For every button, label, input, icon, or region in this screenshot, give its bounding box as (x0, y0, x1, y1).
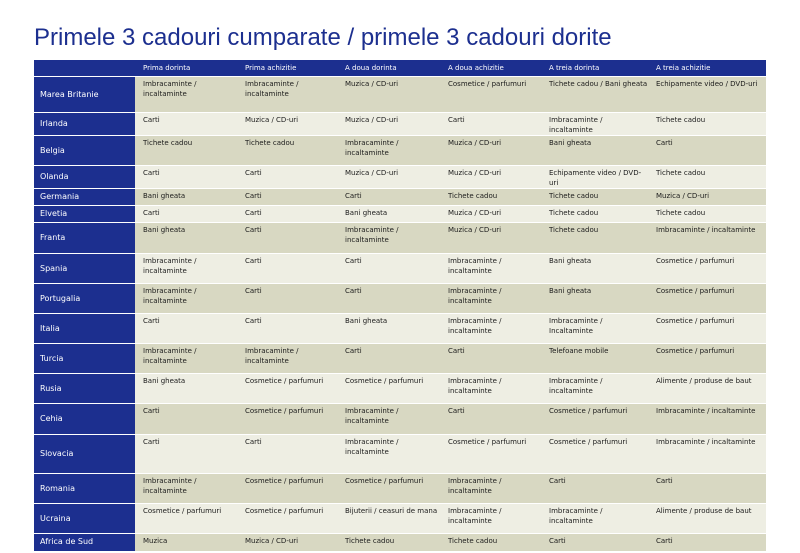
table-row (34, 344, 766, 374)
table-cell: Carti (440, 344, 541, 374)
table-cell: Imbracaminte / incaltaminte (648, 435, 766, 474)
table-cell: Imbracaminte / incaltaminte (440, 374, 541, 404)
table-row (34, 284, 766, 314)
table-cell: Bijuterii / ceasuri de mana (337, 504, 440, 534)
table-cell: Imbracaminte / incaltaminte (337, 136, 440, 166)
table-cell: Imbracaminte / incaltaminte (541, 113, 648, 136)
col-header: A doua achizitie (440, 60, 541, 77)
table-cell: Telefoane mobile (541, 344, 648, 374)
table-cell: Imbracaminte / incaltaminte (237, 344, 337, 374)
table-cell: Cosmetice / parfumuri (541, 435, 648, 474)
table-cell: Carti (135, 206, 237, 223)
table-cell: Cosmetice / parfumuri (440, 77, 541, 113)
table-cell: Alimente / produse de baut (648, 504, 766, 534)
table-cell: Tichete cadou (541, 223, 648, 254)
table-cell: Cosmetice / parfumuri (440, 435, 541, 474)
table-row (34, 77, 766, 113)
country-label: Turcia (34, 344, 135, 374)
table-cell: Cosmetice / parfumuri (237, 504, 337, 534)
table-cell: Tichete cadou (648, 166, 766, 189)
table-cell: Imbracaminte / incaltaminte (440, 254, 541, 284)
table-cell: Carti (237, 284, 337, 314)
table-cell: Imbracaminte / incaltaminte (135, 284, 237, 314)
table-cell: Echipamente video / DVD-uri (541, 166, 648, 189)
table-cell: Bani gheata (541, 254, 648, 284)
country-label: Romania (34, 474, 135, 504)
table-cell: Cosmetice / parfumuri (237, 474, 337, 504)
table-cell: Bani gheata (135, 223, 237, 254)
table-cell: Imbracaminte / incaltaminte (135, 254, 237, 284)
table-row (34, 404, 766, 435)
table-cell: Imbracaminte / incaltaminte (541, 504, 648, 534)
table-row (34, 206, 766, 223)
table-cell: Cosmetice / parfumuri (237, 374, 337, 404)
header-row (34, 60, 766, 77)
table-cell: Bani gheata (337, 206, 440, 223)
country-label: Germania (34, 189, 135, 206)
table-cell: Bani gheata (541, 284, 648, 314)
table-row (34, 223, 766, 254)
country-label: Spania (34, 254, 135, 284)
table-cell: Tichete cadou (237, 136, 337, 166)
table-cell: Cosmetice / parfumuri (337, 374, 440, 404)
table-cell: Tichete cadou (541, 189, 648, 206)
table-cell: Muzica / CD-uri (237, 113, 337, 136)
country-label: Slovacia (34, 435, 135, 474)
col-header: A doua dorinta (337, 60, 440, 77)
table-cell: Muzica / CD-uri (337, 113, 440, 136)
table-row (34, 113, 766, 136)
table-cell: Alimente / produse de baut (648, 374, 766, 404)
table-cell: Carti (135, 113, 237, 136)
table-cell: Carti (541, 474, 648, 504)
col-header: A treia achizitie (648, 60, 766, 77)
table-cell: Imbracaminte / incaltaminte (337, 404, 440, 435)
table-cell: Imbracaminte / incaltaminte (135, 77, 237, 113)
table-cell: Imbracaminte / incaltaminte (337, 435, 440, 474)
table-cell: Muzica / CD-uri (648, 189, 766, 206)
col-header: Prima achizitie (237, 60, 337, 77)
table-cell: Cosmetice / parfumuri (648, 314, 766, 344)
table-cell: Carti (337, 284, 440, 314)
table-cell: Tichete cadou / Bani gheata (541, 77, 648, 113)
page-title: Primele 3 cadouri cumparate / primele 3 cadouri dorite (34, 24, 612, 51)
table-cell: Muzica / CD-uri (440, 206, 541, 223)
table-cell: Carti (648, 474, 766, 504)
table-cell: Carti (135, 435, 237, 474)
country-label: Africa de Sud (34, 534, 135, 551)
table-cell: Cosmetice / parfumuri (541, 404, 648, 435)
table-cell: Imbracaminte / incaltaminte (648, 404, 766, 435)
gift-table (34, 60, 766, 551)
table-cell: Imbracaminte / incaltaminte (440, 314, 541, 344)
country-label: Elvetia (34, 206, 135, 223)
country-label: Olanda (34, 166, 135, 189)
table-cell: Bani gheata (337, 314, 440, 344)
table-cell: Cosmetice / parfumuri (337, 474, 440, 504)
table-cell: Muzica (135, 534, 237, 551)
table-cell: Imbracaminte / incaltaminte (237, 77, 337, 113)
table-cell: Bani gheata (541, 136, 648, 166)
table-cell: Imbracaminte / incaltaminte (135, 474, 237, 504)
table-cell: Muzica / CD-uri (440, 166, 541, 189)
table-cell: Muzica / CD-uri (337, 166, 440, 189)
table-cell: Tichete cadou (648, 206, 766, 223)
country-label: Irlanda (34, 113, 135, 136)
table-cell: Imbracaminte / incaltaminte (440, 504, 541, 534)
table-cell: Tichete cadou (440, 189, 541, 206)
col-header: A treia dorinta (541, 60, 648, 77)
table-cell: Carti (337, 189, 440, 206)
table-cell: Carti (135, 166, 237, 189)
table-cell: Cosmetice / parfumuri (648, 284, 766, 314)
table-cell: Cosmetice / parfumuri (135, 504, 237, 534)
table-row (34, 374, 766, 404)
table-cell: Bani gheata (135, 374, 237, 404)
table-cell: Carti (135, 404, 237, 435)
table-cell: Carti (237, 206, 337, 223)
table-cell: Imbracaminte / incaltaminte (440, 474, 541, 504)
table-row (34, 314, 766, 344)
table-cell: Imbracaminte / incaltaminte (337, 223, 440, 254)
table-cell: Carti (648, 534, 766, 551)
table-cell: Carti (648, 136, 766, 166)
country-label: Franta (34, 223, 135, 254)
country-label: Ucraina (34, 504, 135, 534)
country-label: Cehia (34, 404, 135, 435)
table-row (34, 189, 766, 206)
table-cell: Muzica / CD-uri (237, 534, 337, 551)
table-cell: Imbracaminte / incaltaminte (440, 284, 541, 314)
country-label: Italia (34, 314, 135, 344)
country-label: Belgia (34, 136, 135, 166)
country-label: Marea Britanie (34, 77, 135, 113)
header-corner (34, 60, 135, 77)
table-cell: Carti (237, 223, 337, 254)
table-cell: Carti (440, 404, 541, 435)
table-row (34, 504, 766, 534)
country-label: Rusia (34, 374, 135, 404)
table-cell: Tichete cadou (337, 534, 440, 551)
table-cell: Muzica / CD-uri (440, 223, 541, 254)
table-cell: Carti (237, 166, 337, 189)
table-cell: Imbracaminte / incaltaminte (135, 344, 237, 374)
table-row (34, 254, 766, 284)
table-cell: Carti (337, 344, 440, 374)
table-cell: Carti (237, 189, 337, 206)
table-cell: Muzica / CD-uri (337, 77, 440, 113)
table-cell: Carti (440, 113, 541, 136)
table-row (34, 474, 766, 504)
table-cell: Cosmetice / parfumuri (237, 404, 337, 435)
table-cell: Tichete cadou (648, 113, 766, 136)
table-cell: Carti (237, 314, 337, 344)
table-cell: Echipamente video / DVD-uri (648, 77, 766, 113)
table-cell: Imbracaminte / incaltaminte (648, 223, 766, 254)
table-cell: Imbracaminte / Incaltaminte (541, 314, 648, 344)
table-cell: Tichete cadou (440, 534, 541, 551)
table-cell: Carti (541, 534, 648, 551)
table-cell: Cosmetice / parfumuri (648, 254, 766, 284)
table-cell: Carti (337, 254, 440, 284)
table-cell: Imbracaminte / incaltaminte (541, 374, 648, 404)
table-cell: Tichete cadou (135, 136, 237, 166)
table-cell: Bani gheata (135, 189, 237, 206)
table-cell: Muzica / CD-uri (440, 136, 541, 166)
table-cell: Tichete cadou (541, 206, 648, 223)
col-header: Prima dorinta (135, 60, 237, 77)
table-row (34, 166, 766, 189)
country-label: Portugalia (34, 284, 135, 314)
table-cell: Carti (135, 314, 237, 344)
table-cell: Carti (237, 435, 337, 474)
table-cell: Carti (237, 254, 337, 284)
table-row (34, 534, 766, 551)
table-row (34, 136, 766, 166)
table-row (34, 435, 766, 474)
table-cell: Cosmetice / parfumuri (648, 344, 766, 374)
